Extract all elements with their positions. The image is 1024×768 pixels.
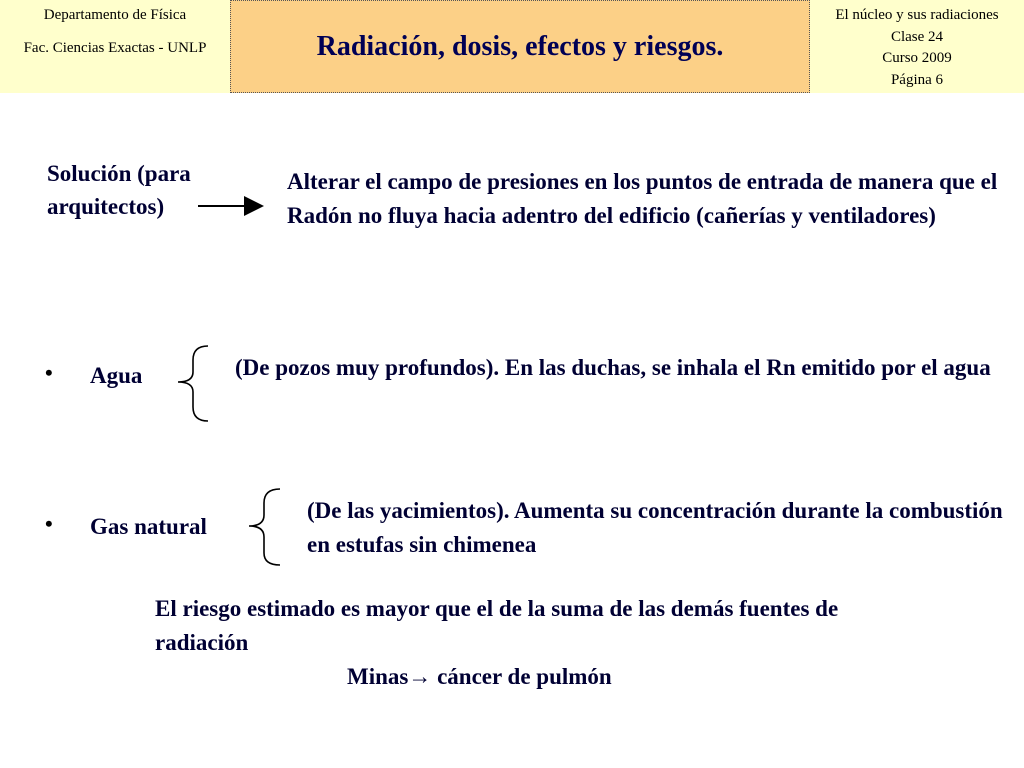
lung-cancer-label: cáncer de pulmón [431,664,612,689]
class-number: Clase 24 [890,29,944,45]
course-year: Curso 2009 [882,50,952,66]
agua-text: (De pozos muy profundos). En las duchas, se inhala el Rn emitido por el agua [235,355,991,380]
page-title: Radiación, dosis, efectos y riesgos. [316,31,724,62]
gas-natural-text: (De las yacimientos). Aumenta su concentración durante la combustión en estufas sin chimenea [307,498,1003,557]
page-number: Página 6 [890,72,944,88]
risk-statement: El riesgo estimado es mayor que el de la suma de las demás fuentes de radiación [155,596,839,655]
department-label: Departamento de Física [43,7,187,23]
bullet-agua: • [45,360,53,385]
solution-label: Solución (para arquitectos) [47,161,191,219]
solution-text: Alterar el campo de presiones en los puntos de entrada de manera que el Radón no fluya hacia adentro del edificio (cañerías y ventiladores) [287,169,998,228]
agua-brace-icon [178,346,208,421]
mines-label: Minas [347,664,409,689]
right-arrow-icon: → [408,664,432,689]
gas-natural-label: Gas natural [90,514,207,539]
gas-brace-icon [249,489,280,565]
bullet-gas: • [45,511,53,536]
agua-label: Agua [90,363,143,388]
faculty-label: Fac. Ciencias Exactas - UNLP [23,40,207,56]
course-topic: El núcleo y sus radiaciones [835,7,999,23]
